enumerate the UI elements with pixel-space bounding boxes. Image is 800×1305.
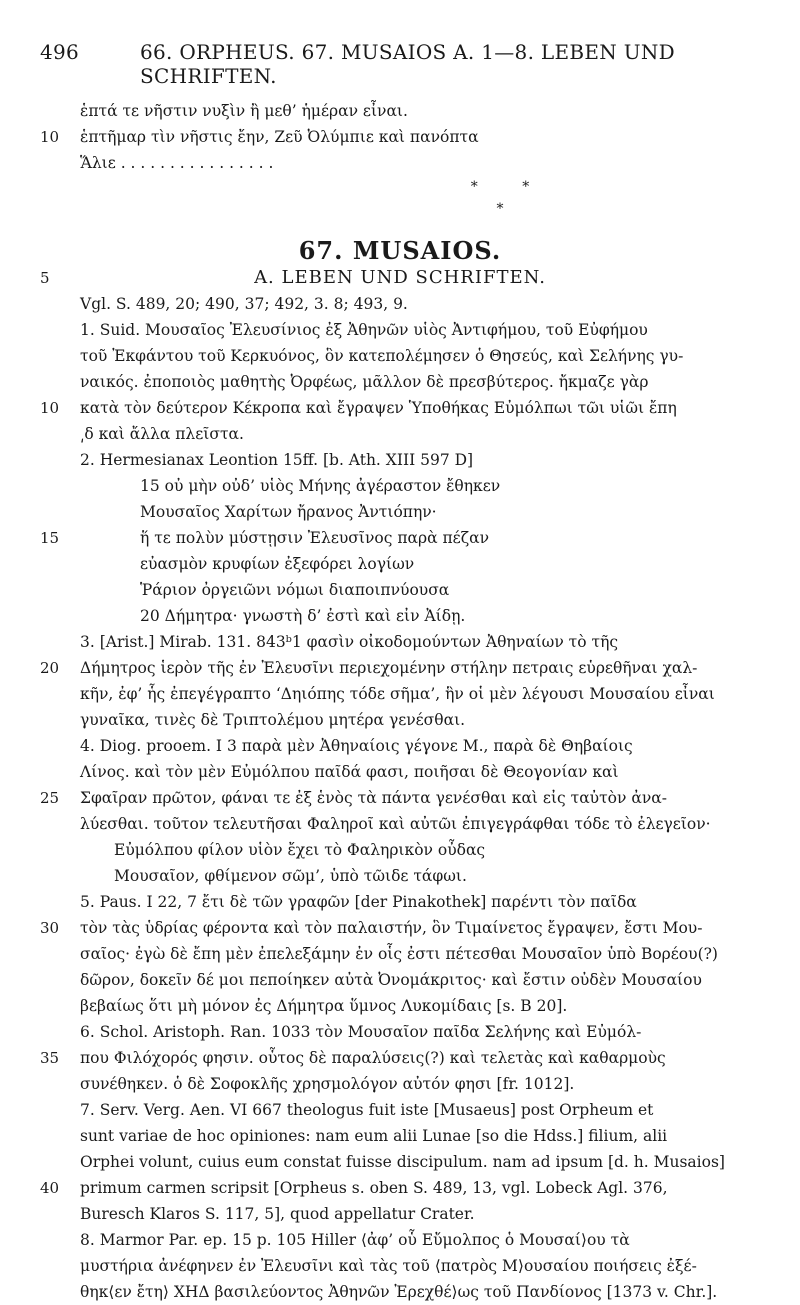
line-text: ναικός. ἐποποιὸς μαθητὴς Ὀρφέως, μᾶλλον δὲ πρεσβύτερος. ἤκμαζε γὰρ [80, 373, 649, 391]
section-stars: * * * [470, 179, 530, 217]
text-line [40, 863, 760, 889]
top-verse-block [40, 98, 760, 176]
line-number: 30 [40, 919, 60, 937]
line-text: 2. Hermesianax Leontion 15ff. [b. Ath. XIII 597 D] [80, 451, 474, 469]
text-line [40, 993, 760, 1019]
line-number: 35 [40, 1049, 60, 1067]
line-text: ἑπτά τε νῆστιν νυξὶν ἢ μεθ’ ἡμέραν εἶναι. [80, 102, 408, 120]
line-number: 40 [40, 1179, 60, 1197]
subhead-line [40, 265, 760, 291]
text-line [40, 447, 760, 473]
line-text: 15 οὐ μὴν οὐδ’ υἱὸς Μήνης ἀγέραστον ἔθηκεν [140, 477, 501, 495]
text-line [40, 603, 760, 629]
text-line [40, 1253, 760, 1279]
text-line [40, 967, 760, 993]
text-line [40, 1149, 760, 1175]
text-line [40, 150, 760, 176]
line-text: ἑπτῆμαρ τὶν νῆστις ἔην, Ζεῦ Ὀλύμπιε καὶ πανόπτα [80, 128, 479, 146]
page [40, 40, 760, 1305]
text-line [40, 124, 760, 150]
section-subtitle: A. LEBEN UND SCHRIFTEN. [254, 267, 546, 288]
text-line [40, 291, 760, 317]
running-title: 66. ORPHEUS. 67. MUSAIOS A. 1—8. LEBEN UND SCHRIFTEN. [140, 40, 676, 88]
main-text-block [40, 291, 760, 1305]
text-line [40, 98, 760, 124]
text-line [40, 1097, 760, 1123]
text-line [40, 785, 760, 811]
text-line [40, 1019, 760, 1045]
line-text: κῆν, ἐφ’ ἧς ἐπεγέγραπτο ‘Δηιόπης τόδε σῆμα’, ἣν οἱ μὲν λέγουσι Μουσαίου εἶναι [80, 685, 715, 703]
line-text: 3. [Arist.] Mirab. 131. 843ᵇ1 φασὶν οἰκοδομούντων Ἀθηναίων τὸ τῆς [80, 633, 619, 651]
line-text: Μουσαῖος Χαρίτων ἤρανος Ἀντιόπην· [140, 503, 437, 521]
line-text: ͵δ καὶ ἄλλα πλεῖστα. [80, 425, 244, 443]
text-line [40, 1201, 760, 1227]
text-line [40, 1071, 760, 1097]
text-line [40, 1123, 760, 1149]
text-line [40, 759, 760, 785]
text-line [40, 317, 760, 343]
text-line [40, 889, 760, 915]
line-text: σαῖος· ἐγὼ δὲ ἔπη μὲν ἐπελεξάμην ἐν οἷς ἐστι πέτεσθαι Μουσαῖον ὑπὸ Βορέου(?) [80, 945, 718, 963]
text-line [40, 733, 760, 759]
line-text: 7. Serv. Verg. Aen. VI 667 theologus fuit iste [Musaeus] post Orpheum et [80, 1101, 654, 1119]
text-line [40, 629, 760, 655]
text-line [40, 343, 760, 369]
line-text: Σφαῖραν πρῶτον, φάναι τε ἐξ ἑνὸς τὰ πάντα γενέσθαι καὶ εἰς ταὐτὸν ἀνα- [80, 789, 667, 807]
text-line [40, 577, 760, 603]
line-text: 1. Suid. Μουσαῖος Ἐλευσίνιος ἐξ Ἀθηνῶν υἱὸς Ἀντιφήμου, τοῦ Εὐφήμου [80, 321, 648, 339]
line-text: τοῦ Ἐκφάντου τοῦ Κερκυόνος, ὃν κατεπολέμησεν ὁ Θησεύς, καὶ Σελήνης γυ- [80, 347, 684, 365]
text-line [40, 915, 760, 941]
text-line [40, 941, 760, 967]
text-line [40, 1279, 760, 1305]
text-line [40, 499, 760, 525]
line-text: μυστήρια ἀνέφηνεν ἐν Ἐλευσῖνι καὶ τὰς τοῦ ⟨πατρὸς Μ⟩ουσαίου ποιήσεις ἐξέ- [80, 1257, 697, 1275]
line-text: primum carmen scripsit [Orpheus s. oben S. 489, 13, vgl. Lobeck Agl. 376, [80, 1179, 668, 1197]
text-line [40, 525, 760, 551]
line-text: Μουσαῖον, φθίμενον σῶμ’, ὑπὸ τῶιδε τάφωι. [114, 867, 467, 885]
line-text: 20 Δήμητρα· γνωστὴ δ’ ἐστὶ καὶ εἰν Ἀίδῃ. [140, 607, 466, 625]
page-number: 496 [40, 40, 80, 64]
text-line [40, 1045, 760, 1071]
text-line [40, 421, 760, 447]
line-text: Ἅλιε . . . . . . . . . . . . . . . . [80, 154, 274, 172]
line-text: Δήμητρος ἱερὸν τῆς ἐν Ἐλευσῖνι περιεχομένην στήλην πετραις εὑρεθῆναι χαλ- [80, 659, 698, 677]
line-text: τὸν τὰς ὑδρίας φέροντα καὶ τὸν παλαιστήν, ὃν Τιμαίνετος ἔγραψεν, ἔστι Μου- [80, 919, 703, 937]
text-line [40, 837, 760, 863]
text-line [40, 811, 760, 837]
line-number: 25 [40, 789, 60, 807]
line-text: Orphei volunt, cuius eum constat fuisse discipulum. nam ad ipsum [d. h. Musaios] [80, 1153, 725, 1171]
line-text: θηκ⟨εν ἔτη⟩ ΧΗΔ βασιλεύοντος Ἀθηνῶν Ἐρεχθέ⟩ως τοῦ Πανδίονος [1373 v. Chr.]. [80, 1283, 718, 1301]
line-text: συνέθηκεν. ὁ δὲ Σοφοκλῆς χρησμολόγον αὐτόν φησι [fr. 1012]. [80, 1075, 575, 1093]
line-text: Εὐμόλπου φίλον υἱὸν ἔχει τὸ Φαληρικὸν οὖδας [114, 841, 486, 859]
line-text: λύεσθαι. τοῦτον τελευτῆσαι Φαληροῖ καὶ αὐτῶι ἐπιγεγράφθαι τόδε τὸ ἐλεγεῖον· [80, 815, 711, 833]
line-number: 10 [40, 128, 60, 146]
text-line [40, 551, 760, 577]
line-text: που Φιλόχορός φησιν. οὗτος δὲ παραλύσεις(?) καὶ τελετὰς καὶ καθαρμοὺς [80, 1049, 666, 1067]
line-text: 6. Schol. Aristoph. Ran. 1033 τὸν Μουσαῖον παῖδα Σελήνης καὶ Εὐμόλ- [80, 1023, 642, 1041]
line-number: 5 [40, 269, 50, 287]
line-text: sunt variae de hoc opiniones: nam eum alii Lunae [so die Hdss.] filium, alii [80, 1127, 668, 1145]
text-line [40, 707, 760, 733]
text-line [40, 369, 760, 395]
text-line [40, 1175, 760, 1201]
text-line [40, 1227, 760, 1253]
line-text: γυναῖκα, τινὲς δὲ Τριπτολέμου μητέρα γενέσθαι. [80, 711, 466, 729]
line-text: 8. Marmor Par. ep. 15 p. 105 Hiller ⟨ἀφ’ οὗ Εὔμολπος ὁ Μουσαί⟩ου τὰ [80, 1231, 630, 1249]
text-line [40, 473, 760, 499]
text-line [40, 395, 760, 421]
line-text: κατὰ τὸν δεύτερον Κέκροπα καὶ ἔγραψεν Ὑποθήκας Εὐμόλπωι τῶι υἱῶι ἔπη [80, 399, 677, 417]
line-text: Ῥάριον ὀργειῶνι νόμωι διαποιπνύουσα [140, 581, 450, 599]
line-text: βεβαίως ὅτι μὴ μόνον ἐς Δήμητρα ὕμνος Λυκομίδαις [s. B 20]. [80, 997, 568, 1015]
line-text: Λίνος. καὶ τὸν μὲν Εὐμόλπου παῖδά φασι, ποιῆσαι δὲ Θεογονίαν καὶ [80, 763, 619, 781]
line-text: δῶρον, δοκεῖν δέ μοι πεποίηκεν αὐτὰ Ὀνομάκριτος· καὶ ἔστιν οὐδὲν Μουσαίου [80, 971, 702, 989]
line-text: 4. Diog. prooem. I 3 παρὰ μὲν Ἀθηναίοις γέγονε M., παρὰ δὲ Θηβαίοις [80, 737, 633, 755]
section-title: 67. MUSAIOS. [298, 236, 502, 265]
line-text: Buresch Klaros S. 117, 5], quod appellatur Crater. [80, 1205, 475, 1223]
line-number: 15 [40, 529, 60, 547]
line-text: ἥ τε πολὺν μύστῃσιν Ἐλευσῖνος παρὰ πέζαν [140, 529, 489, 547]
line-text: εὐασμὸν κρυφίων ἐξεφόρει λογίων [140, 555, 415, 573]
line-text: Vgl. S. 489, 20; 490, 37; 492, 3. 8; 493, 9. [80, 295, 408, 313]
running-header [40, 40, 760, 88]
line-number: 20 [40, 659, 60, 677]
text-line [40, 655, 760, 681]
line-text: 5. Paus. I 22, 7 ἔτι δὲ τῶν γραφῶν [der Pinakothek] παρέντι τὸν παῖδα [80, 893, 637, 911]
text-line [40, 681, 760, 707]
line-number: 10 [40, 399, 60, 417]
